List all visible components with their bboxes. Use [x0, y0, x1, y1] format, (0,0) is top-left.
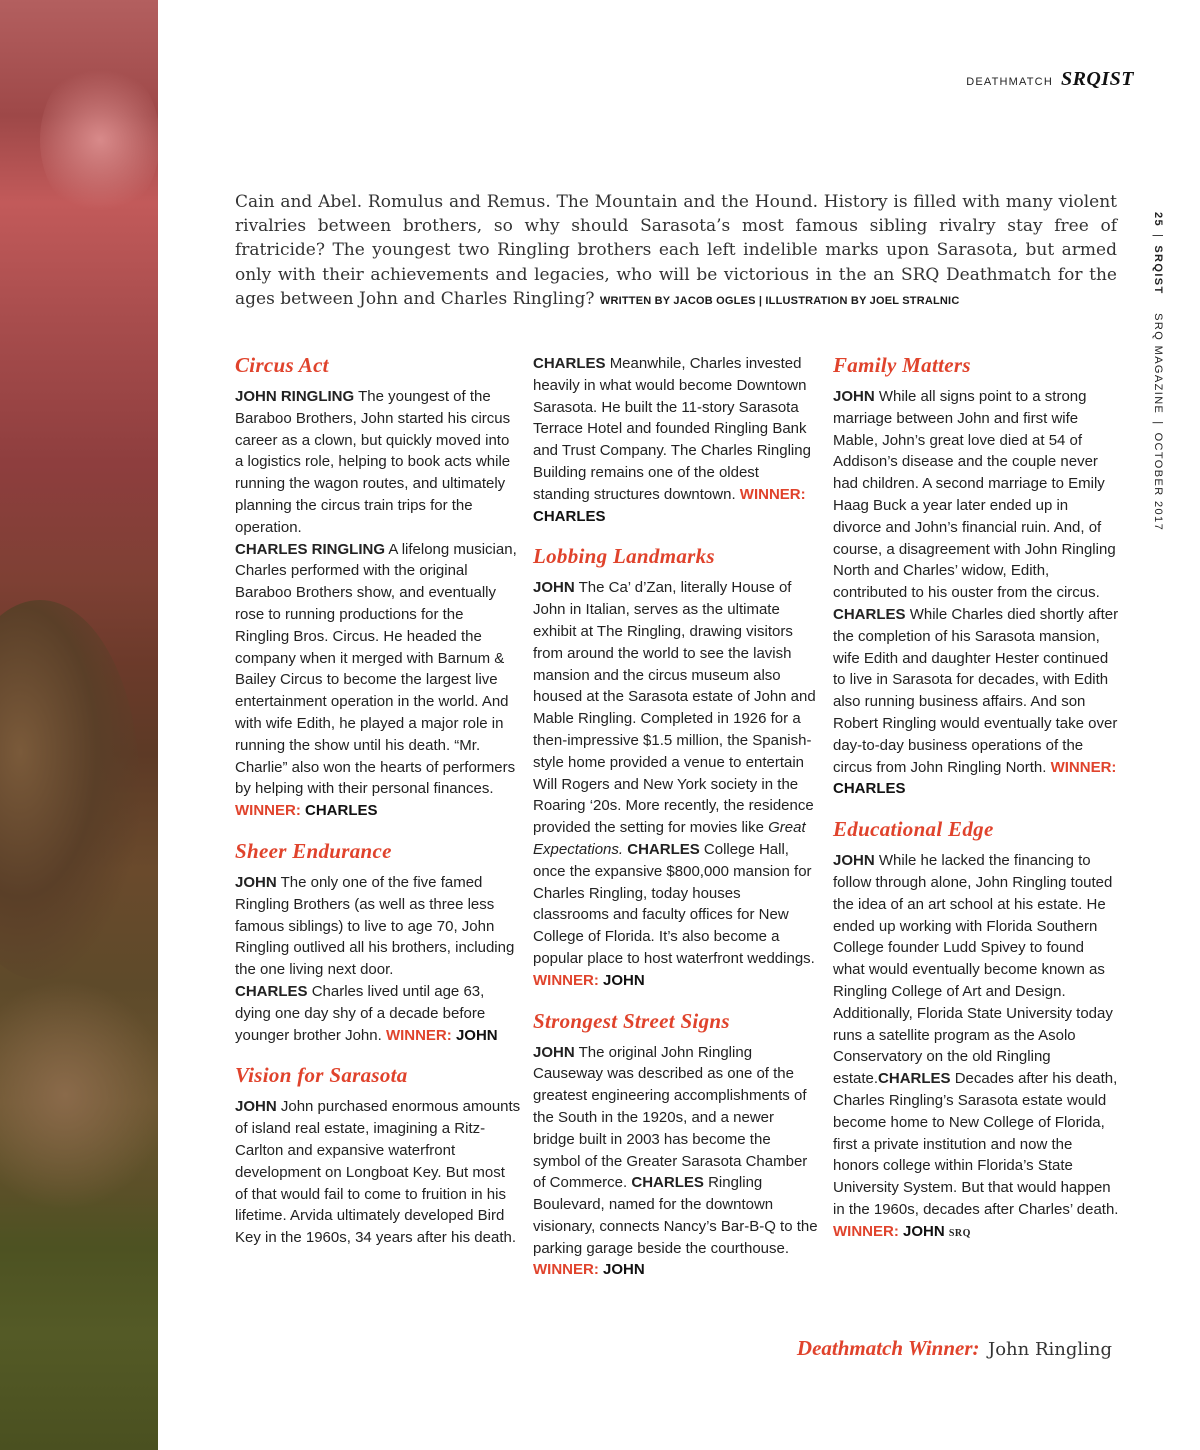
charles-text: Decades after his death, Charles Ringling’s Sarasota estate would become home to New College of Florida, first a private institution and now the honors college within Florida’s State University System. But that would happen in the 1960s, decades after Charles’ death. — [833, 1070, 1119, 1218]
header-brand-logo: SRQIST — [1060, 68, 1134, 90]
deathmatch-result — [797, 1336, 1112, 1361]
winner-label: WINNER: — [1050, 758, 1117, 776]
winner-label: WINNER: — [533, 1261, 599, 1279]
section-title: Educational Edge — [833, 817, 994, 842]
winner-label: WINNER: — [833, 1222, 899, 1240]
winner-name: CHARLES — [833, 780, 906, 798]
charles-label: CHARLES — [631, 1174, 704, 1192]
intro-text: Cain and Abel. Romulus and Remus. The Mountain and the Hound. History is filled with many violent rivalries between brothers, so why should Sarasota’s most famous sibling rivalry stay free of fratricide? The youngest two Ringling brothers each left indelible marks upon Sarasota, but armed only with their achievements and legacies, who will be victorious in the an SRQ Deathmatch for the ages between John and Charles Ringling? — [235, 192, 1117, 309]
winner-label: WINNER: — [235, 802, 301, 820]
john-label: JOHN — [235, 1098, 277, 1116]
byline-credit: WRITTEN BY JACOB OGLES | ILLUSTRATION BY JOEL STRALNIC — [599, 294, 960, 307]
john-text: The only one of the five famed Ringling Brothers (as well as three less famous siblings) to live to age 70, John Ringling outlived all his brothers, including the one living next door. — [235, 873, 515, 979]
column-1 — [235, 352, 521, 1265]
john-text: The Ca’ d’Zan, literally House of John in Italian, serves as the ultimate exhibit at The Ringling, drawing visitors from around the world to see the lavish mansion and the circus museum also housed at the Sarasota estate of John and Mable Ringling. Completed in 1926 for a then-impressive $1.5 million, the Spanish-style home provided a venue to entertain Will Rogers and New York society in the Roaring ‘20s. More recently, the residence provided the setting for movies like — [533, 579, 816, 837]
section-body — [533, 1042, 819, 1282]
john-text: The youngest of the Baraboo Brothers, John started his circus career as a clown, but quickly moved into a logistics role, helping to book acts while running the wagon routes, and ultimately planning the circus train trips for the operation. — [235, 388, 511, 536]
end-mark: SRQ — [948, 1227, 971, 1239]
section-title: Lobbing Landmarks — [533, 544, 715, 569]
section-body — [833, 386, 1119, 800]
section-title: Family Matters — [833, 353, 971, 377]
john-text: While all signs point to a strong marriage between John and first wife Mable, John’s great love died at 54 of Addison’s disease and the couple never had children. A second marriage to Emily Haag Buck a year later ended up in divorce and John’s financial ruin. And, of course, a disagreement with John Ringling North and Charles’ widow, Edith, contributed to his ouster from the circus. — [833, 388, 1116, 602]
section-body — [833, 850, 1119, 1244]
charles-label: CHARLES — [533, 355, 606, 372]
winner-name: JOHN — [903, 1222, 945, 1240]
section-title: Sheer Endurance — [235, 838, 392, 863]
section-body — [235, 1096, 521, 1249]
charles-text: Ringling Boulevard, named for the downtown visionary, connects Nancy’s Bar-B-Q to the parking garage beside the courthouse. — [533, 1174, 818, 1257]
john-italic-title: Great Expectations. — [533, 819, 806, 858]
section-body-continued — [533, 353, 819, 527]
charles-label: CHARLES — [235, 982, 308, 1000]
charles-text: Meanwhile, Charles invested heavily in what would become Downtown Sarasota. He built the 11-story Sarasota Terrace Hotel and founded Ringling Bank and Trust Company. The Charles Ringling Building remains one of the oldest standing structures downtown. — [533, 355, 811, 503]
header-section: DEATHMATCH — [966, 76, 1053, 88]
folio-issue: OCTOBER 2017 — [1152, 432, 1164, 532]
section-title: Strongest Street Signs — [533, 1008, 730, 1033]
section-title: Vision for Sarasota — [235, 1063, 408, 1088]
illustration-highlight — [40, 60, 158, 220]
folio-page-number: 25 — [1152, 212, 1164, 228]
folio-divider: | — [1152, 234, 1164, 239]
john-label: JOHN — [833, 388, 875, 405]
john-label: JOHN — [533, 1043, 575, 1061]
folio-brand: SRQIST — [1152, 245, 1164, 295]
illustration-shadow — [0, 980, 158, 1210]
intro-paragraph — [235, 190, 1117, 313]
charles-text: A lifelong musician, Charles performed with the original Baraboo Brothers show, and eventually rose to running productions for the Ringling Bros. Circus. He headed the company when it merged with Barnum & Bailey Circus to become the largest live entertainment operation in the world. And with wife Edith, he played a major role in running the show until his death. “Mr. Charlie” also won the hearts of performers by helping with their personal finances. — [235, 540, 517, 798]
charles-text: While Charles died shortly after the completion of his Sarasota mansion, wife Edith and daughter Hester continued to live in Sarasota for decades, with Edith also running business affairs. And son Robert Ringling would eventually take over day-to-day business operations of the circus from John Ringling North. — [833, 605, 1119, 776]
winner-label: WINNER: — [739, 485, 806, 503]
charles-text: College Hall, once the expansive $800,000 mansion for Charles Ringling, today houses classrooms and faculty offices for New College of Florida. It’s also become a popular place to host waterfront weddings. — [533, 840, 815, 967]
folio-magazine: SRQ MAGAZINE — [1152, 313, 1164, 415]
charles-label: CHARLES — [833, 605, 906, 623]
section-body — [235, 386, 521, 822]
illustration-strip — [0, 0, 158, 1450]
charles-label: CHARLES — [878, 1070, 951, 1088]
section-title: Circus Act — [235, 353, 329, 377]
winner-name: JOHN — [455, 1026, 498, 1044]
side-folio — [1148, 212, 1168, 532]
charles-label: CHARLES RINGLING — [235, 540, 385, 558]
column-3 — [833, 352, 1119, 1260]
winner-label: WINNER: — [533, 971, 599, 989]
section-body — [235, 872, 521, 1046]
column-2 — [533, 353, 819, 1297]
final-winner-label: Deathmatch Winner: — [796, 1336, 980, 1360]
folio-divider: | — [1152, 421, 1164, 426]
charles-text: Charles lived until age 63, dying one day shy of a decade before younger brother John. — [235, 982, 486, 1044]
john-label: JOHN — [833, 852, 875, 870]
john-label: JOHN RINGLING — [235, 388, 355, 405]
john-text: John purchased enormous amounts of island real estate, imagining a Ritz-Carlton and expansive waterfront development on Longboat Key. But most of that would fail to come to fruition in his lifetime. Arvida ultimately developed Bird Key in the 1960s, 34 years after his death. — [235, 1098, 521, 1247]
charles-label: CHARLES — [627, 840, 700, 858]
illustration-figure — [0, 600, 140, 980]
winner-label: WINNER: — [385, 1026, 452, 1044]
winner-name: JOHN — [603, 1261, 645, 1279]
final-winner-name: John Ringling — [987, 1339, 1112, 1360]
john-label: JOHN — [235, 873, 277, 891]
winner-name: CHARLES — [305, 802, 378, 820]
section-body — [533, 577, 819, 991]
winner-name: CHARLES — [533, 507, 606, 525]
running-header — [966, 68, 1134, 91]
john-text: The original John Ringling Causeway was described as one of the greatest engineering accomplishments of the South in the 1920s, and a newer bridge built in 2003 has become the symbol of the Greater Sarasota Chamber of Commerce. — [533, 1043, 808, 1192]
winner-name: JOHN — [603, 971, 645, 989]
john-label: JOHN — [533, 579, 575, 597]
john-text: While he lacked the financing to follow through alone, John Ringling touted the idea of an art school at his estate. He ended up working with Florida Southern College founder Ludd Spivey to found what would eventually become known as Ringling College of Art and Design. Additionally, Florida State University today runs a satellite program as the Asolo Conservatory on the old Ringling estate. — [833, 852, 1113, 1088]
